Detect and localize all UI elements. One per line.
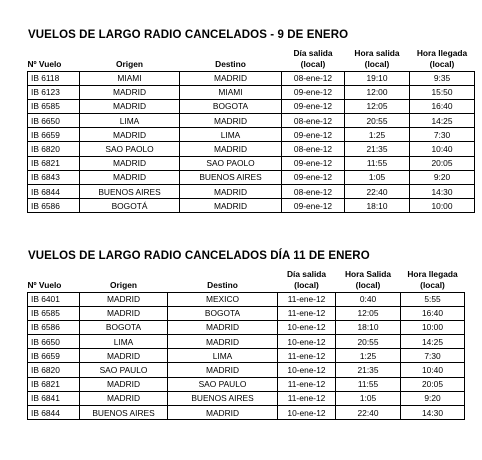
departure-time-cell: 18:10 xyxy=(345,199,410,213)
destination-cell: MADRID xyxy=(180,71,282,85)
table-row xyxy=(28,142,475,156)
table-row xyxy=(28,320,465,334)
table-row xyxy=(28,377,465,391)
column-header-flight-number xyxy=(28,45,80,71)
column-header-text: Hora llegada xyxy=(407,268,458,279)
flight-number-cell: IB 6401 xyxy=(28,292,80,306)
arrival-time-cell: 7:30 xyxy=(401,349,465,363)
flight-number-cell: IB 6586 xyxy=(28,320,80,334)
column-header-departure-time xyxy=(345,45,410,71)
departure-date-cell: 10-ene-12 xyxy=(278,406,336,420)
column-header-text: Destino xyxy=(215,58,246,69)
departure-date-cell: 11-ene-12 xyxy=(278,349,336,363)
arrival-time-cell: 7:30 xyxy=(410,128,475,142)
destination-cell: MADRID xyxy=(168,406,278,420)
table-row xyxy=(28,128,475,142)
column-header-text: Día salida xyxy=(286,268,327,279)
departure-date-cell: 09-ene-12 xyxy=(282,199,345,213)
arrival-time-cell: 10:00 xyxy=(401,320,465,334)
origin-cell: MIAMI xyxy=(80,71,180,85)
flight-number-cell: IB 6821 xyxy=(28,156,80,170)
table-header-row xyxy=(28,45,475,71)
flight-number-cell: IB 6659 xyxy=(28,349,80,363)
departure-date-cell: 08-ene-12 xyxy=(282,71,345,85)
departure-time-cell: 1:25 xyxy=(345,128,410,142)
table-row xyxy=(28,85,475,99)
origin-cell: BOGOTÁ xyxy=(80,199,180,213)
destination-cell: MADRID xyxy=(180,142,282,156)
arrival-time-cell: 16:40 xyxy=(410,99,475,113)
origin-cell: MADRID xyxy=(80,170,180,184)
destination-cell: MADRID xyxy=(180,199,282,213)
cancelled-flights-jan-9-section xyxy=(27,27,475,213)
destination-cell: MEXICO xyxy=(168,292,278,306)
table-row xyxy=(28,185,475,199)
table-row xyxy=(28,406,465,420)
column-header-text: (local) xyxy=(364,58,390,69)
column-header-arrival-time xyxy=(401,266,465,292)
column-header-departure-date xyxy=(278,266,336,292)
table-row xyxy=(28,114,475,128)
table-row xyxy=(28,391,465,405)
table-row xyxy=(28,335,465,349)
origin-cell: MADRID xyxy=(80,156,180,170)
flight-number-cell: IB 6585 xyxy=(28,99,80,113)
flight-number-cell: IB 6586 xyxy=(28,199,80,213)
origin-cell: SAO PAOLO xyxy=(80,142,180,156)
departure-date-cell: 11-ene-12 xyxy=(278,306,336,320)
column-header-text: Día salida xyxy=(293,47,333,58)
departure-time-cell: 11:55 xyxy=(336,377,401,391)
departure-date-cell: 09-ene-12 xyxy=(282,85,345,99)
departure-date-cell: 09-ene-12 xyxy=(282,99,345,113)
arrival-time-cell: 14:30 xyxy=(401,406,465,420)
cancelled-flights-jan-11-section xyxy=(27,248,465,420)
origin-cell: BUENOS AIRES xyxy=(80,406,168,420)
origin-cell: MADRID xyxy=(80,391,168,405)
departure-date-cell: 11-ene-12 xyxy=(278,292,336,306)
departure-time-cell: 22:40 xyxy=(345,185,410,199)
departure-time-cell: 12:05 xyxy=(345,99,410,113)
table-row xyxy=(28,349,465,363)
departure-date-cell: 08-ene-12 xyxy=(282,114,345,128)
column-header-destination xyxy=(180,45,282,71)
destination-cell: MADRID xyxy=(168,335,278,349)
table-header-row xyxy=(28,266,465,292)
destination-cell: BOGOTA xyxy=(180,99,282,113)
flight-number-cell: IB 6118 xyxy=(28,71,80,85)
cancelled-flights-table-jan-9 xyxy=(27,45,475,213)
departure-time-cell: 12:05 xyxy=(336,306,401,320)
destination-cell: BUENOS AIRES xyxy=(180,170,282,184)
column-header-text: (local) xyxy=(420,279,445,290)
departure-time-cell: 22:40 xyxy=(336,406,401,420)
column-header-departure-date xyxy=(282,45,345,71)
column-header-text: Origen xyxy=(116,58,143,69)
flight-number-cell: IB 6843 xyxy=(28,170,80,184)
destination-cell: SAO PAULO xyxy=(168,377,278,391)
section-title: VUELOS DE LARGO RADIO CANCELADOS - 9 DE ENERO xyxy=(28,29,349,41)
cancelled-flights-table-jan-11 xyxy=(27,266,465,420)
arrival-time-cell: 15:50 xyxy=(410,85,475,99)
flight-number-cell: IB 6659 xyxy=(28,128,80,142)
table-row xyxy=(28,292,465,306)
departure-time-cell: 20:55 xyxy=(345,114,410,128)
departure-time-cell: 20:55 xyxy=(336,335,401,349)
departure-date-cell: 10-ene-12 xyxy=(278,335,336,349)
flight-number-cell: IB 6844 xyxy=(28,406,80,420)
arrival-time-cell: 20:05 xyxy=(401,377,465,391)
departure-time-cell: 12:00 xyxy=(345,85,410,99)
origin-cell: MADRID xyxy=(80,306,168,320)
section-title: VUELOS DE LARGO RADIO CANCELADOS DÍA 11 DE ENERO xyxy=(28,250,370,262)
departure-time-cell: 1:05 xyxy=(345,170,410,184)
column-header-text: (local) xyxy=(429,58,455,69)
column-header-text: (local) xyxy=(355,279,381,290)
departure-time-cell: 18:10 xyxy=(336,320,401,334)
arrival-time-cell: 16:40 xyxy=(401,306,465,320)
departure-date-cell: 10-ene-12 xyxy=(278,363,336,377)
arrival-time-cell: 10:40 xyxy=(401,363,465,377)
destination-cell: BOGOTA xyxy=(168,306,278,320)
origin-cell: MADRID xyxy=(80,377,168,391)
flight-number-cell: IB 6123 xyxy=(28,85,80,99)
departure-date-cell: 11-ene-12 xyxy=(278,377,336,391)
departure-time-cell: 0:40 xyxy=(336,292,401,306)
departure-time-cell: 21:35 xyxy=(345,142,410,156)
column-header-text: Nº Vuelo xyxy=(27,279,62,290)
table-row xyxy=(28,306,465,320)
flight-number-cell: IB 6820 xyxy=(28,142,80,156)
column-header-text: Nº Vuelo xyxy=(27,58,62,69)
origin-cell: MADRID xyxy=(80,292,168,306)
arrival-time-cell: 5:55 xyxy=(401,292,465,306)
origin-cell: MADRID xyxy=(80,128,180,142)
departure-date-cell: 09-ene-12 xyxy=(282,156,345,170)
origin-cell: MADRID xyxy=(80,85,180,99)
departure-date-cell: 09-ene-12 xyxy=(282,128,345,142)
column-header-text: (local) xyxy=(294,279,319,290)
origin-cell: LIMA xyxy=(80,114,180,128)
table-row xyxy=(28,199,475,213)
departure-time-cell: 11:55 xyxy=(345,156,410,170)
destination-cell: SAO PAOLO xyxy=(180,156,282,170)
origin-cell: MADRID xyxy=(80,349,168,363)
departure-date-cell: 11-ene-12 xyxy=(278,391,336,405)
departure-time-cell: 1:05 xyxy=(336,391,401,405)
destination-cell: LIMA xyxy=(180,128,282,142)
arrival-time-cell: 14:25 xyxy=(401,335,465,349)
departure-date-cell: 08-ene-12 xyxy=(282,185,345,199)
table-row xyxy=(28,99,475,113)
table-row xyxy=(28,71,475,85)
column-header-origin xyxy=(80,45,180,71)
flight-number-cell: IB 6650 xyxy=(28,335,80,349)
destination-cell: LIMA xyxy=(168,349,278,363)
departure-time-cell: 21:35 xyxy=(336,363,401,377)
departure-date-cell: 08-ene-12 xyxy=(282,142,345,156)
origin-cell: SAO PAULO xyxy=(80,363,168,377)
flight-number-cell: IB 6820 xyxy=(28,363,80,377)
column-header-text: Hora Salida xyxy=(344,268,392,279)
departure-time-cell: 1:25 xyxy=(336,349,401,363)
origin-cell: BOGOTA xyxy=(80,320,168,334)
column-header-destination xyxy=(168,266,278,292)
column-header-text: Destino xyxy=(207,279,238,290)
departure-time-cell: 19:10 xyxy=(345,71,410,85)
departure-date-cell: 09-ene-12 xyxy=(282,170,345,184)
column-header-arrival-time xyxy=(410,45,475,71)
table-row xyxy=(28,170,475,184)
flight-number-cell: IB 6585 xyxy=(28,306,80,320)
destination-cell: BUENOS AIRES xyxy=(168,391,278,405)
arrival-time-cell: 10:00 xyxy=(410,199,475,213)
arrival-time-cell: 9:20 xyxy=(410,170,475,184)
column-header-text: Origen xyxy=(110,279,137,290)
column-header-flight-number xyxy=(28,266,80,292)
column-header-text: (local) xyxy=(300,58,326,69)
column-header-departure-time xyxy=(336,266,401,292)
departure-date-cell: 10-ene-12 xyxy=(278,320,336,334)
origin-cell: LIMA xyxy=(80,335,168,349)
origin-cell: BUENOS AIRES xyxy=(80,185,180,199)
arrival-time-cell: 10:40 xyxy=(410,142,475,156)
destination-cell: MIAMI xyxy=(180,85,282,99)
origin-cell: MADRID xyxy=(80,99,180,113)
arrival-time-cell: 20:05 xyxy=(410,156,475,170)
destination-cell: MADRID xyxy=(168,320,278,334)
table-row xyxy=(28,156,475,170)
flight-number-cell: IB 6821 xyxy=(28,377,80,391)
column-header-text: Hora llegada xyxy=(416,47,468,58)
arrival-time-cell: 14:25 xyxy=(410,114,475,128)
column-header-text: Hora salida xyxy=(354,47,400,58)
arrival-time-cell: 14:30 xyxy=(410,185,475,199)
destination-cell: MADRID xyxy=(180,114,282,128)
table-row xyxy=(28,363,465,377)
arrival-time-cell: 9:35 xyxy=(410,71,475,85)
flight-number-cell: IB 6650 xyxy=(28,114,80,128)
arrival-time-cell: 9:20 xyxy=(401,391,465,405)
destination-cell: MADRID xyxy=(180,185,282,199)
flight-number-cell: IB 6841 xyxy=(28,391,80,405)
column-header-origin xyxy=(80,266,168,292)
flight-number-cell: IB 6844 xyxy=(28,185,80,199)
destination-cell: MADRID xyxy=(168,363,278,377)
